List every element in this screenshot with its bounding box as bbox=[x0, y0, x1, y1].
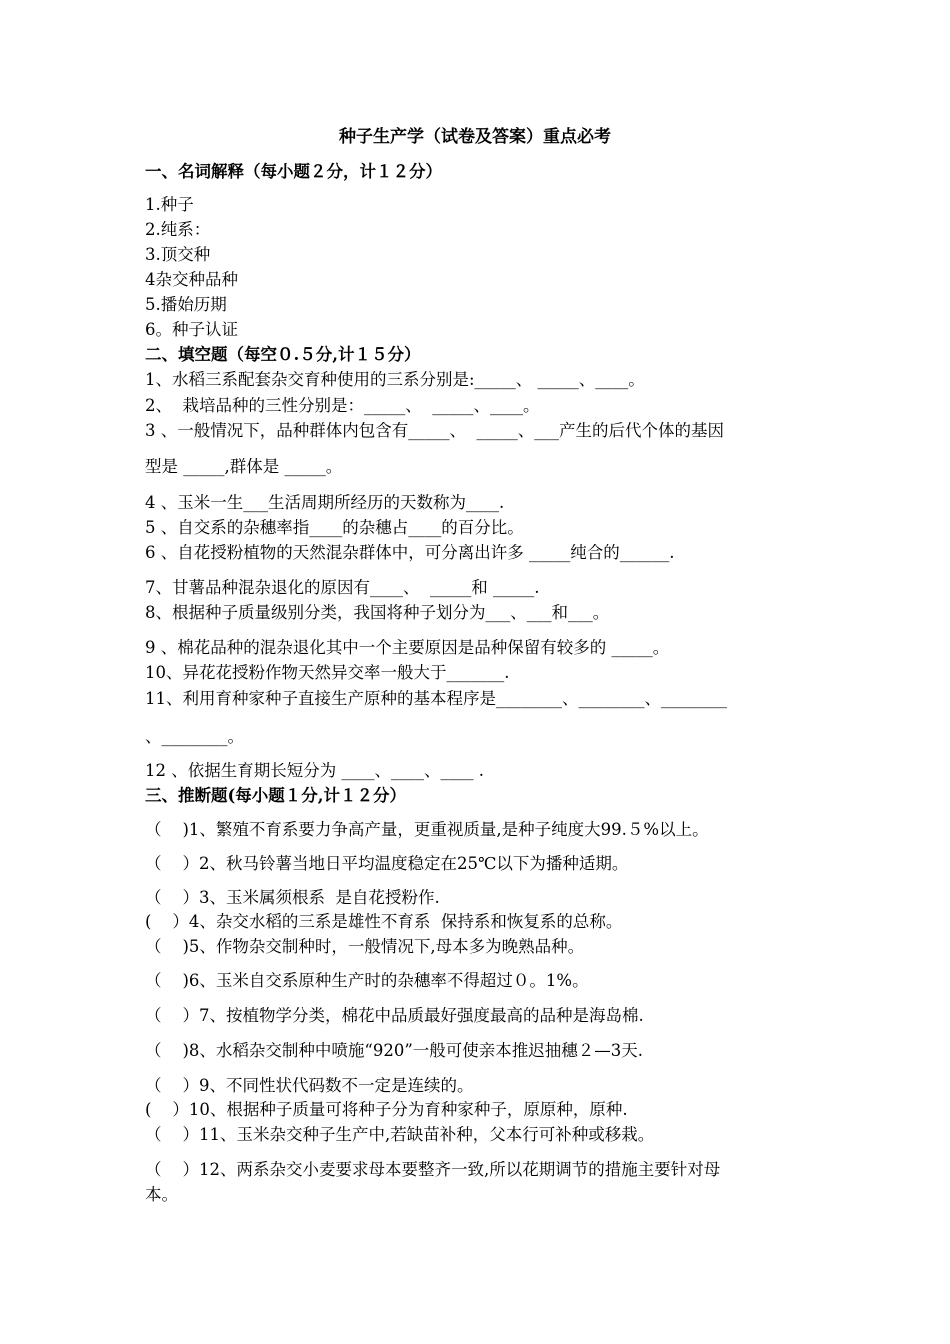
fill-item: 2、 栽培品种的三性分别是：_____、 _____、____。 bbox=[145, 396, 540, 415]
fill-item: 11、利用育种家种子直接生产原种的基本程序是________、________、________ bbox=[145, 689, 727, 708]
judge-item: （ ）11、玉米杂交种子生产中,若缺苗补种，父本行可补种或移栽。 bbox=[145, 1125, 655, 1144]
term-item: 3.顶交种 bbox=[145, 245, 211, 264]
judge-item: （ ）7、按植物学分类，棉花中品质最好强度最高的品种是海岛棉. bbox=[145, 1006, 644, 1025]
term-item: 4杂交种品种 bbox=[145, 270, 238, 289]
fill-item: 4 、玉米一生___生活周期所经历的天数称为____. bbox=[145, 493, 505, 512]
fill-item: 型是 _____,群体是 _____。 bbox=[145, 457, 343, 476]
term-item: 2.纯系： bbox=[145, 220, 211, 239]
judge-item: （ ）3、玉米属须根系 是自花授粉作. bbox=[145, 888, 440, 907]
fill-item: 6 、自花授粉植物的天然混杂群体中，可分离出许多 _____纯合的______. bbox=[145, 543, 675, 562]
term-item: 6。种子认证 bbox=[145, 320, 238, 339]
judge-item: ( ）4、杂交水稻的三系是雄性不育系 保持系和恢复系的总称。 bbox=[145, 912, 623, 931]
judge-item: （ )6、玉米自交系原种生产时的杂穗率不得超过０。1%。 bbox=[145, 971, 589, 990]
judge-item: （ ）12、两系杂交小麦要求母本要整齐一致,所以花期调节的措施主要针对母 bbox=[145, 1160, 721, 1179]
fill-item: 9 、棉花品种的混杂退化其中一个主要原因是品种保留有较多的 _____。 bbox=[145, 638, 670, 657]
fill-item: 1、水稻三系配套杂交育种使用的三系分别是:_____、 _____、____。 bbox=[145, 370, 645, 389]
judge-item: （ ）9、不同性状代码数不一定是连续的。 bbox=[145, 1076, 474, 1095]
judge-item: （ ）2、秋马铃薯当地日平均温度稳定在25℃以下为播种适期。 bbox=[145, 854, 629, 873]
judge-item: （ )5、作物杂交制种时，一般情况下,母本多为晚熟品种。 bbox=[145, 937, 585, 956]
judge-item: ( ）10、根据种子质量可将种子分为育种家种子，原原种，原种. bbox=[145, 1100, 628, 1119]
section3-heading: 三、推断题(每小题１分,计１２分） bbox=[145, 786, 407, 805]
page-title: 种子生产学（试卷及答案）重点必考 bbox=[339, 127, 611, 147]
section2-heading: 二、填空题（每空０.５分,计１５分） bbox=[145, 345, 421, 364]
term-item: 5.播始历期 bbox=[145, 295, 227, 314]
fill-item: 3 、一般情况下，品种群体内包含有_____、 _____、___产生的后代个体的基因 bbox=[145, 421, 724, 440]
fill-item: 8、根据种子质量级别分类，我国将种子划分为___、___和___。 bbox=[145, 603, 610, 622]
fill-item: 7、甘薯品种混杂退化的原因有____、 _____和 _____. bbox=[145, 578, 540, 597]
fill-item: 12 、依据生育期长短分为 ____、____、____ . bbox=[145, 761, 484, 780]
fill-item: 10、异花花授粉作物天然异交率一般大于_______. bbox=[145, 663, 510, 682]
judge-item: （ )8、水稻杂交制种中喷施“920”一般可使亲本推迟抽穗２—3天. bbox=[145, 1041, 644, 1060]
judge-item: 本。 bbox=[145, 1185, 178, 1204]
fill-item: 、________。 bbox=[145, 727, 244, 746]
fill-item: 5 、自交系的杂穗率指____的杂穗占____的百分比。 bbox=[145, 518, 524, 537]
section1-heading: 一、名词解释（每小题２分，计１２分） bbox=[145, 162, 442, 181]
term-item: 1.种子 bbox=[145, 195, 194, 214]
judge-item: （ )1、繁殖不育系要力争高产量，更重视质量,是种子纯度大99.５%以上。 bbox=[145, 820, 709, 839]
